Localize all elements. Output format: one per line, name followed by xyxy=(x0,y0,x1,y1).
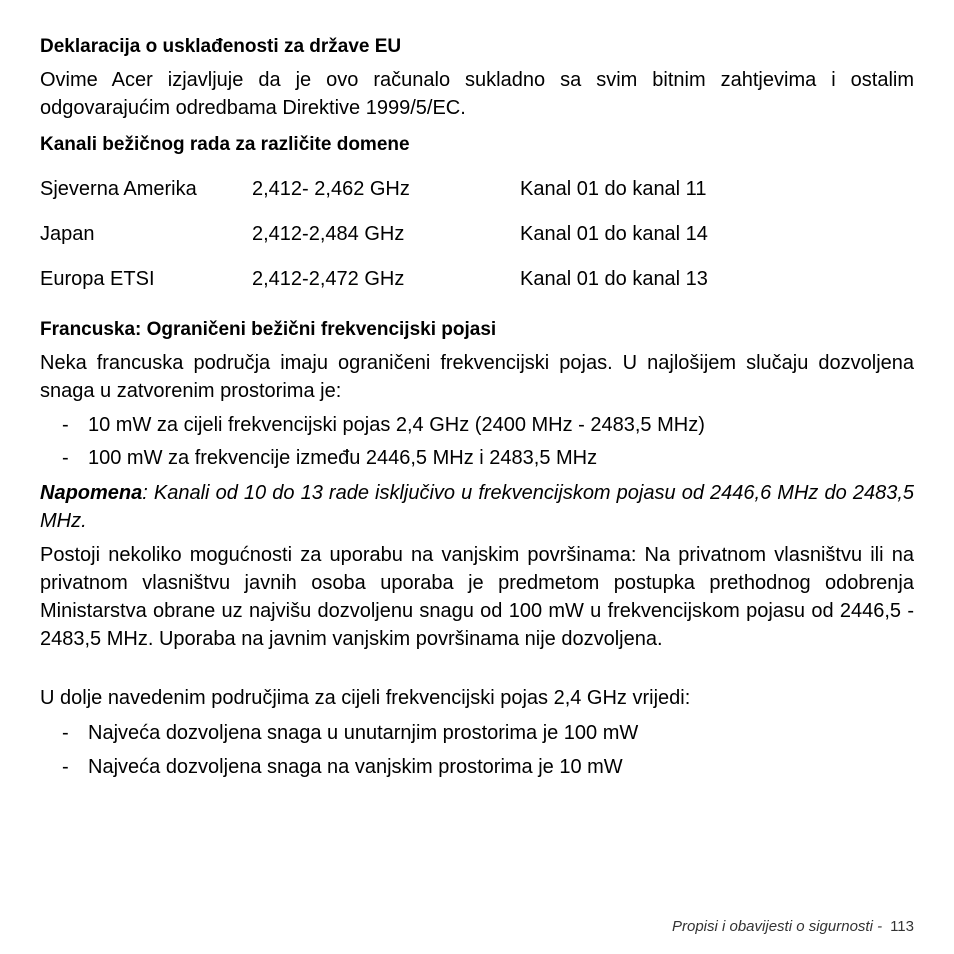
page-footer xyxy=(672,917,914,937)
channel-row xyxy=(40,220,914,248)
list-item-text: Najveća dozvoljena snaga u unutarnjim prostorima je 100 mW xyxy=(88,722,639,744)
note-paragraph xyxy=(40,479,914,535)
footer-title: Propisi i obavijesti o sigurnosti - xyxy=(671,918,883,935)
channel-range: Kanal 01 do kanal 13 xyxy=(520,268,708,290)
areas-intro: U dolje navedenim područjima za cijeli frekvencijski pojas 2,4 GHz vrijedi: xyxy=(40,687,691,709)
bullet-marker: - xyxy=(62,756,69,778)
channel-frequency: 2,412-2,472 GHz xyxy=(252,268,405,290)
channel-range: Kanal 01 do kanal 11 xyxy=(520,178,707,200)
eu-declaration-text: Ovime Acer izjavljuje da je ovo računalo sukladno sa svim bitnim zahtjevima i ostalim odgovarajućim odredbama Direktive 1999/5/EC. xyxy=(40,69,914,119)
channel-region: Japan xyxy=(40,223,95,245)
eu-declaration-heading: Deklaracija o usklađenosti za države EU xyxy=(40,36,402,57)
channel-region: Europa ETSI xyxy=(40,268,155,290)
list-item-text: Najveća dozvoljena snaga na vanjskim prostorima je 10 mW xyxy=(88,756,623,778)
bullet-marker: - xyxy=(62,414,69,436)
wireless-channels-heading: Kanali bežičnog rada za različite domene xyxy=(40,134,410,155)
channel-frequency: 2,412- 2,462 GHz xyxy=(252,178,410,200)
france-heading: Francuska: Ograničeni bežični frekvencijski pojasi xyxy=(40,319,497,340)
note-label: Napomena xyxy=(40,482,143,504)
bullet-marker: - xyxy=(62,722,69,744)
channel-row xyxy=(40,265,914,293)
channel-frequency: 2,412-2,484 GHz xyxy=(252,223,405,245)
france-intro: Neka francuska područja imaju ograničeni frekvencijski pojas. U najlošijem slučaju dozvoljena snaga u zatvorenim prostorima je: xyxy=(40,352,914,402)
list-item-text: 10 mW za cijeli frekvencijski pojas 2,4 GHz (2400 MHz - 2483,5 MHz) xyxy=(88,414,705,436)
outdoor-use-text: Postoji nekoliko mogućnosti za uporabu na vanjskim površinama: Na privatnom vlasništvu ili na privatnom vlasništvu javnih osoba uporaba je predmetom postupka prethodnog odobrenja Ministarstva obrane uz najvišu dozvoljenu snagu od 100 mW u frekvencijskom pojasu od 2446,5 - 2483,5 MHz. Uporaba na javnim vanjskim površinama nije dozvoljena. xyxy=(40,544,914,650)
bullet-marker: - xyxy=(62,447,69,469)
list-item-text: 100 mW za frekvencije između 2446,5 MHz i 2483,5 MHz xyxy=(88,447,598,469)
channel-range: Kanal 01 do kanal 14 xyxy=(520,223,708,245)
page-number: 113 xyxy=(890,918,914,935)
channel-row xyxy=(40,175,914,203)
note-text: : Kanali od 10 do 13 rade isključivo u frekvencijskom pojasu od 2446,6 MHz do 2483,5 MHz. xyxy=(40,482,914,532)
channel-region: Sjeverna Amerika xyxy=(40,178,197,200)
